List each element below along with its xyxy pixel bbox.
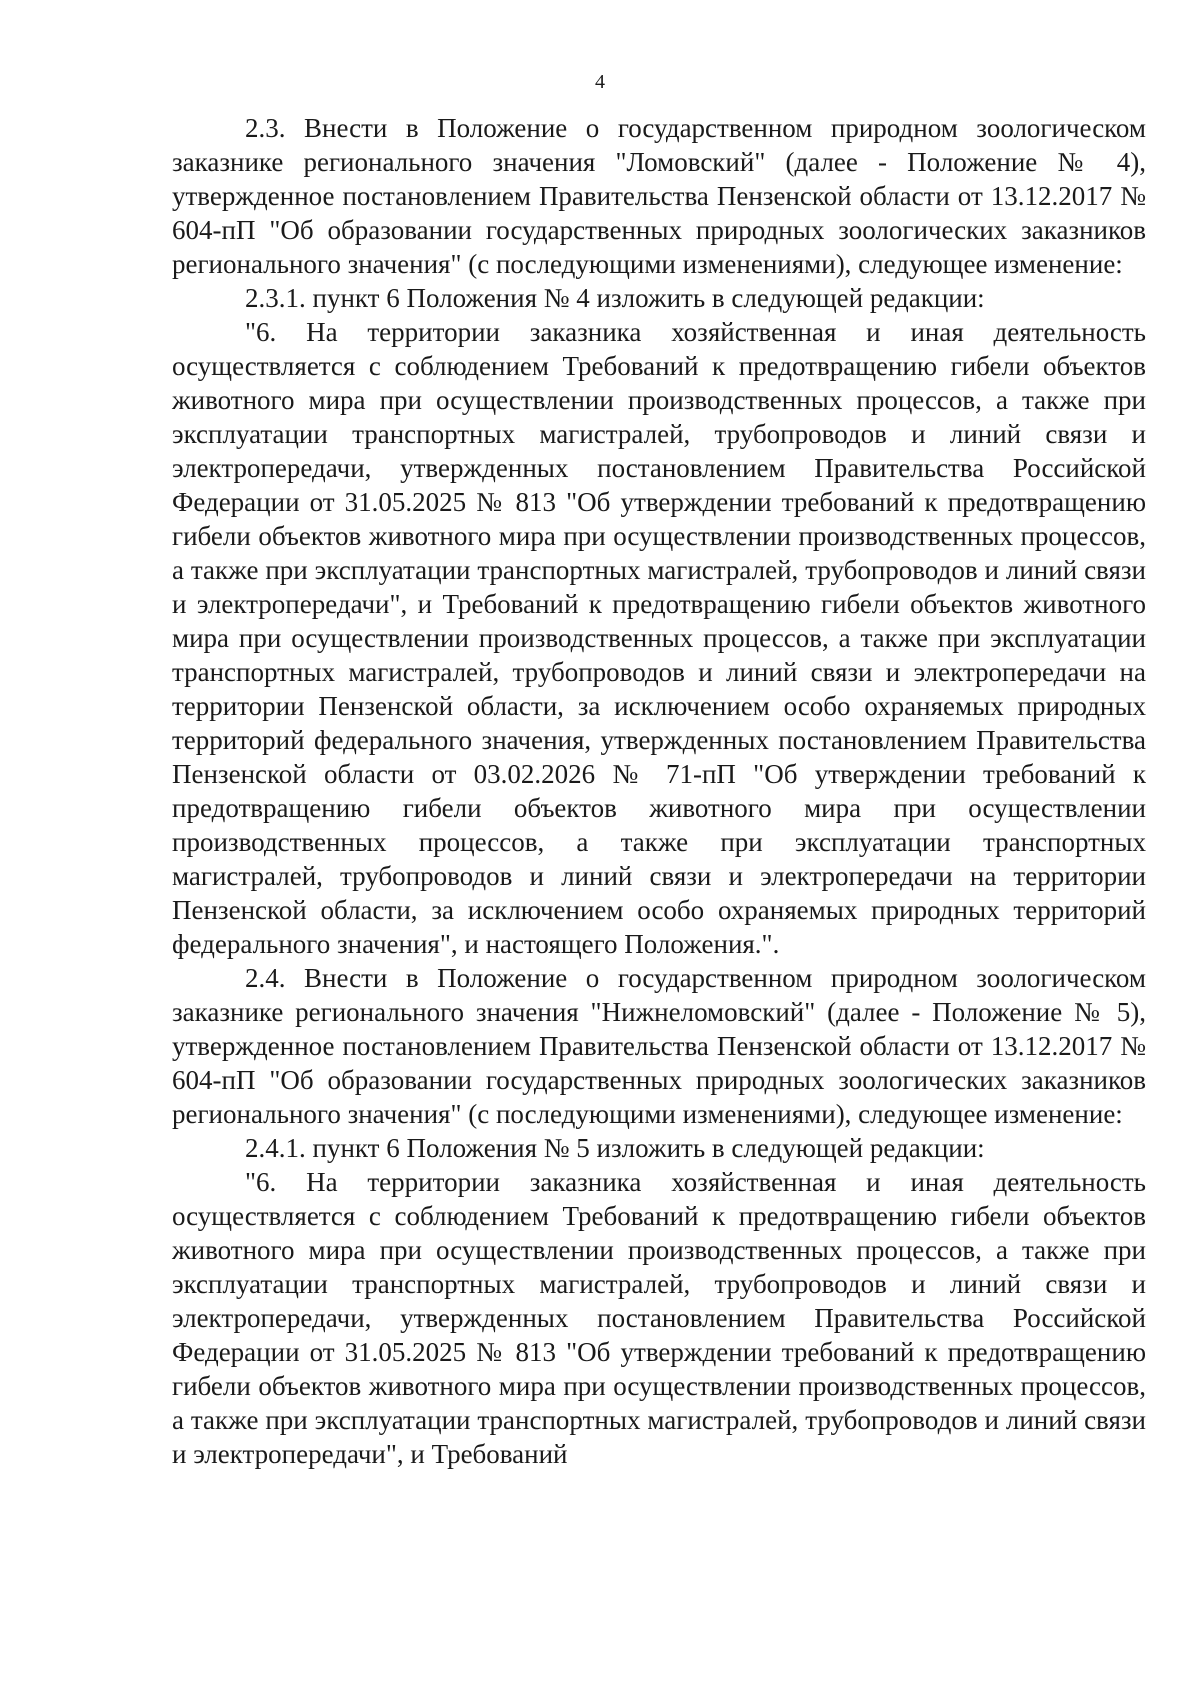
paragraph-2-3: 2.3. Внести в Положение о государственном природном зоологическом заказнике регионального значения "Ломовский" (далее - Положение № 4), утвержденное постановлением Правительства Пензенской области от 13.12.2017 № 604-пП "Об образовании государственных природных зоологических заказников регионального значения" (с последующими изменениями), следующее изменение: (172, 113, 1146, 279)
document-body (172, 111, 1146, 1471)
paragraph-2-4-1-text: "6. На территории заказника хозяйственная и иная деятельность осуществляется с соблюдением Требований к предотвращению гибели объектов животного мира при осуществлении производственных процессов, а также при эксплуатации транспортных магистралей, трубопроводов и линий связи и электропередачи, утвержденных постановлением Правительства Российской Федерации от 31.05.2025 № 813 "Об утверждении требований к предотвращению гибели объектов животного мира при осуществлении производственных процессов, а также при эксплуатации транспортных магистралей, трубопроводов и линий связи и электропередачи", и Требований (172, 1167, 1146, 1469)
paragraph-2-4-1: 2.4.1. пункт 6 Положения № 5 изложить в следующей редакции: (245, 1133, 985, 1163)
page-number: 4 (595, 71, 605, 93)
paragraph-2-3-1-text: "6. На территории заказника хозяйственная и иная деятельность осуществляется с соблюдением Требований к предотвращению гибели объектов животного мира при осуществлении производственных процессов, а также при эксплуатации транспортных магистралей, трубопроводов и линий связи и электропередачи, утвержденных постановлением Правительства Российской Федерации от 31.05.2025 № 813 "Об утверждении требований к предотвращению гибели объектов животного мира при осуществлении производственных процессов, а также при эксплуатации транспортных магистралей, трубопроводов и линий связи и электропередачи", и Требований к предотвращению гибели объектов животного мира при осуществлении производственных процессов, а также при эксплуатации транспортных магистралей, трубопроводов и линий связи и электропередачи на территории Пензенской области, за исключением особо охраняемых природных территорий федерального значения, утвержденных постановлением Правительства Пензенской области от 03.02.2026 № 71-пП "Об утверждении требований к предотвращению гибели объектов животного мира при осуществлении производственных процессов, а также при эксплуатации транспортных магистралей, трубопроводов и линий связи и электропередачи на территории Пензенской области, за исключением особо охраняемых природных территорий федерального значения", и настоящего Положения.". (172, 317, 1146, 959)
paragraph-2-3-1: 2.3.1. пункт 6 Положения № 4 изложить в следующей редакции: (245, 283, 985, 313)
paragraph-2-4: 2.4. Внести в Положение о государственном природном зоологическом заказнике регионального значения "Нижнеломовский" (далее - Положение № 5), утвержденное постановлением Правительства Пензенской области от 13.12.2017 № 604-пП "Об образовании государственных природных зоологических заказников регионального значения" (с последующими изменениями), следующее изменение: (172, 963, 1146, 1129)
